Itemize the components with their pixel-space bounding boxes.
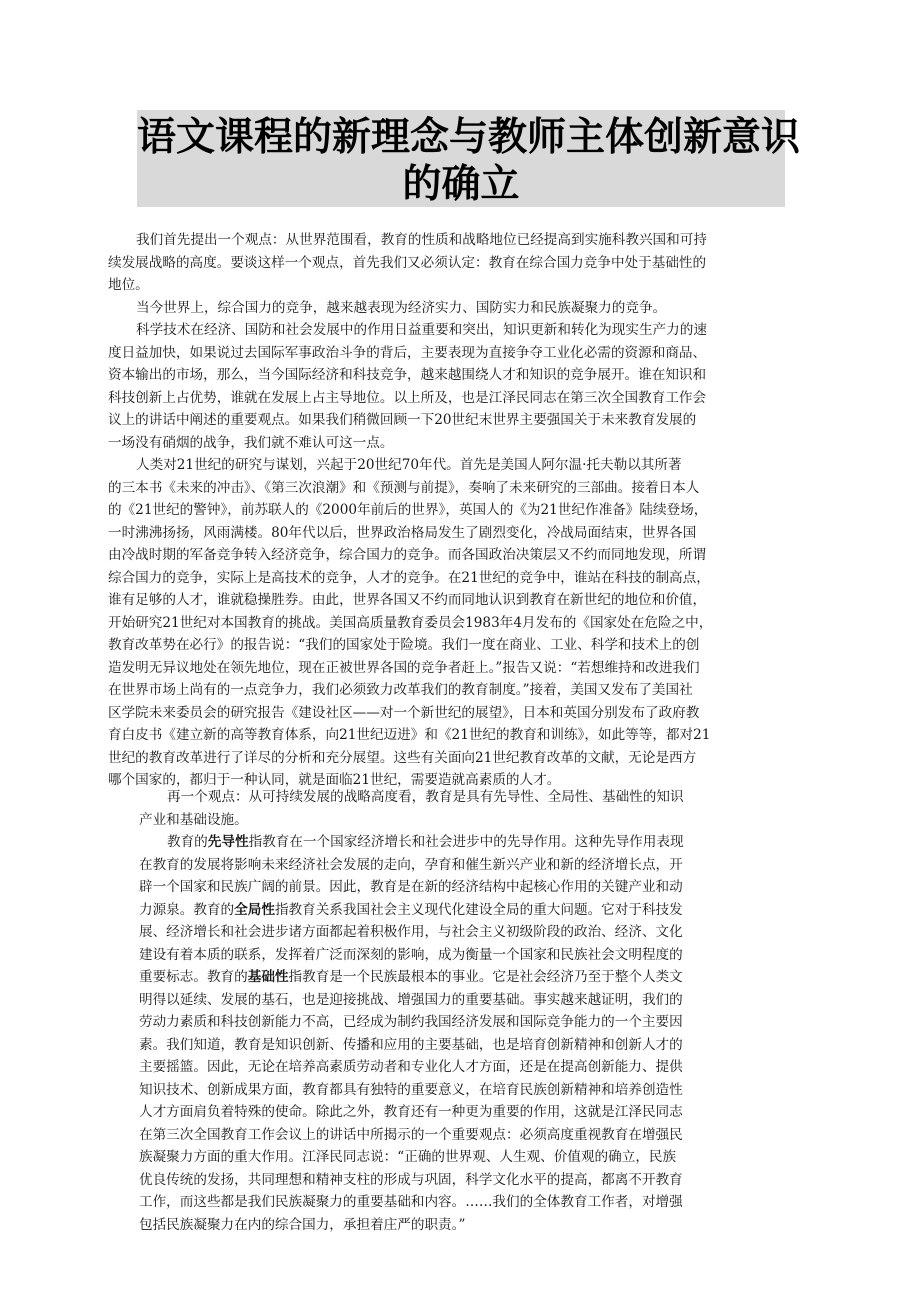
text-line: 在第三次全国教育工作会议上的讲话中所揭示的一个重要观点：必须高度重视教育在增强民 <box>139 1126 683 1143</box>
text-line: 育白皮书《建立新的高等教育体系，向21世纪迈进》和《21世纪的教育和训练》，如此等等，都对21 <box>108 727 711 743</box>
text-line: 主要摇篮。因此，无论在培养高素质劳动者和专业化人才方面，还是在提高创新能力、提供 <box>139 1059 683 1075</box>
text-line <box>139 966 789 989</box>
text-line: 再一个观点：从可持续发展的战略高度看，教育是具有先导性、全局性、基础性的知识 <box>167 789 684 805</box>
text-line: 议上的讲话中阐述的重要观点。如果我们稍微回顾一下20世纪末世界主要强国关于未来教育发展的 <box>108 412 697 428</box>
text-line: 续发展战略的高度。要谈这样一个观点，首先我们又必须认定：教育在综合国力竞争中处于基础性的 <box>108 254 707 271</box>
title-banner <box>137 110 801 207</box>
text-line: 产业和基础设施。 <box>139 811 248 828</box>
text-line: 在教育的发展将影响未来经济社会发展的走向，孕育和催生新兴产业和新的经济增长点，开 <box>139 856 683 873</box>
text-line: 一时沸沸扬扬，风雨满楼。80年代以后，世界政治格局发生了剧烈变化，冷战局面结束，世界各国 <box>108 524 697 541</box>
text-line: 地位。 <box>108 277 149 293</box>
text-line: 哪个国家的，都归于一种认同，就是面临21世纪，需要造就高素质的人才。 <box>108 772 561 788</box>
text-line: 我们首先提出一个观点：从世界范围看，教育的性质和战略地位已经提高到实施科教兴国和可持 <box>136 232 707 248</box>
text-line: 一场没有硝烟的战争，我们就不难认可这一点。 <box>108 434 394 451</box>
text-line <box>139 831 789 854</box>
text-line: 世纪的教育改革进行了详尽的分析和充分展望。这些有关面向21世纪教育改革的文献，无论是西方 <box>108 749 697 766</box>
text-line: 造发明无异议地处在领先地位，现在正被世界各国的竞争者赶上。”报告又说：“若想维持和改进我们 <box>108 659 700 676</box>
text-fragment: 力源泉。教育的 <box>139 901 235 918</box>
text-fragment: 重要标志。教育的 <box>139 969 248 985</box>
title-line-2: 的确立 <box>402 161 520 207</box>
text-line: 当今世界上，综合国力的竞争，越来越表现为经济实力、国防实力和民族凝聚力的竞争。 <box>136 299 667 316</box>
text-line: 人才方面肩负着特殊的使命。除此之外，教育还有一种更为重要的作用，这就是江泽民同志 <box>139 1104 683 1120</box>
bold-term-overall: 全局性 <box>234 901 275 918</box>
text-line: 人类对21世纪的研究与谋划，兴起于20世纪70年代。首先是美国人阿尔温·托夫勒以其所著 <box>136 457 682 473</box>
section-2-text <box>139 786 789 1236</box>
text-line: 素。我们知道，教育是知识创新、传播和应用的主要基础，也是培育创新精神和创新人才的 <box>139 1036 683 1053</box>
text-line: 度日益加快，如果说过去国际军事政治斗争的背后，主要表现为直接争夺工业化必需的资源和商品、 <box>108 344 707 361</box>
text-line: 建设有着本质的联系，发挥着广泛而深刻的影响，成为衡量一个国家和民族社会文明程度的 <box>139 946 683 963</box>
text-fragment: 指教育是一个民族最根本的事业。它是社会经济乃至于整个人类文 <box>288 969 683 985</box>
text-line: 劳动力素质和科技创新能力不高，已经成为制约我国经济发展和国际竞争能力的一个主要因 <box>139 1014 683 1030</box>
text-line: 由冷战时期的军备竞争转入经济竞争，综合国力的竞争。而各国政治决策层又不约而同地发现，所谓 <box>108 547 707 563</box>
text-line: 在世界市场上尚有的一点竞争力，我们必须致力改革我们的教育制度。”接着，美国又发布了美国社 <box>108 682 693 698</box>
text-fragment: 指教育关系我国社会主义现代化建设全局的重大问题。它对于科技发 <box>274 901 683 918</box>
text-line: 展、经济增长和社会进步诸方面都起着积极作用，与社会主义初级阶段的政治、经济、文化 <box>139 924 683 940</box>
text-line: 族凝聚力方面的重大作用。江泽民同志说：“正确的世界观、人生观、价值观的确立，民族 <box>139 1149 677 1165</box>
text-line: 工作，而这些都是我们民族凝聚力的重要基础和内容。……我们的全体教育工作者，对增强 <box>139 1194 683 1210</box>
text-line: 开始研究21世纪对本国教育的挑战。美国高质量教育委员会1983年4月发布的《国家处在危险之中， <box>108 614 713 631</box>
text-line: 教育改革势在必行》的报告说：“我们的国家处于险境。我们一度在商业、工业、科学和技术上的创 <box>108 637 700 653</box>
text-line: 的《21世纪的警钟》，前苏联人的《2000年前后的世界》，英国人的《为21世纪作准备》陆续登场， <box>108 502 708 518</box>
text-line: 区学院未来委员会的研究报告《建设社区——对一个新世纪的展望》，日本和英国分别发布了政府教 <box>108 704 700 721</box>
text-line: 科学技术在经济、国防和社会发展中的作用日益重要和突出，知识更新和转化为现实生产力的速 <box>136 322 707 338</box>
text-line: 谁有足够的人才，谁就稳操胜券。由此，世界各国又不约而同地认识到教育在新世纪的地位和价值， <box>108 592 707 608</box>
title-line-1: 语文课程的新理念与教师主体创新意识 <box>137 114 801 160</box>
bold-term-leading: 先导性 <box>207 834 249 850</box>
text-line: 综合国力的竞争，实际上是高技术的竞争，人才的竞争。在21世纪的竞争中，谁站在科技的制高点， <box>108 569 710 586</box>
text-line: 知识技术、创新成果方面，教育都具有独特的重要意义，在培育民族创新精神和培养创造性 <box>139 1081 683 1098</box>
text-line: 辟一个国家和民族广阔的前景。因此，教育是在新的经济结构中起核心作用的关键产业和动 <box>139 879 683 895</box>
text-fragment: 指教育在一个国家经济增长和社会进步中的先导作用。这种先导作用表现 <box>248 834 684 850</box>
bold-term-foundational: 基础性 <box>247 969 289 985</box>
text-line: 资本输出的市场，那么，当今国际经济和科技竞争，越来越围绕人才和知识的竞争展开。谁在知识和 <box>108 367 707 383</box>
section-1-text <box>108 229 822 792</box>
text-line: 的三本书《未来的冲击》、《第三次浪潮》和《预测与前提》，奏响了未来研究的三部曲。接着日本人 <box>108 479 700 496</box>
text-line: 明得以延续、发展的基石，也是迎接挑战、增强国力的重要基础。事实越来越证明，我们的 <box>139 991 683 1008</box>
text-line: 优良传统的发扬，共同理想和精神支柱的形成与巩固，科学文化水平的提高，都离不开教育 <box>139 1171 683 1188</box>
text-fragment: 教育的 <box>167 834 208 850</box>
text-line: 包括民族凝聚力在内的综合国力，承担着庄严的职责。” <box>139 1216 466 1233</box>
text-line <box>139 899 789 922</box>
text-line: 科技创新上占优势，谁就在发展上占主导地位。以上所及，也是江泽民同志在第三次全国教育工作会 <box>108 389 707 406</box>
